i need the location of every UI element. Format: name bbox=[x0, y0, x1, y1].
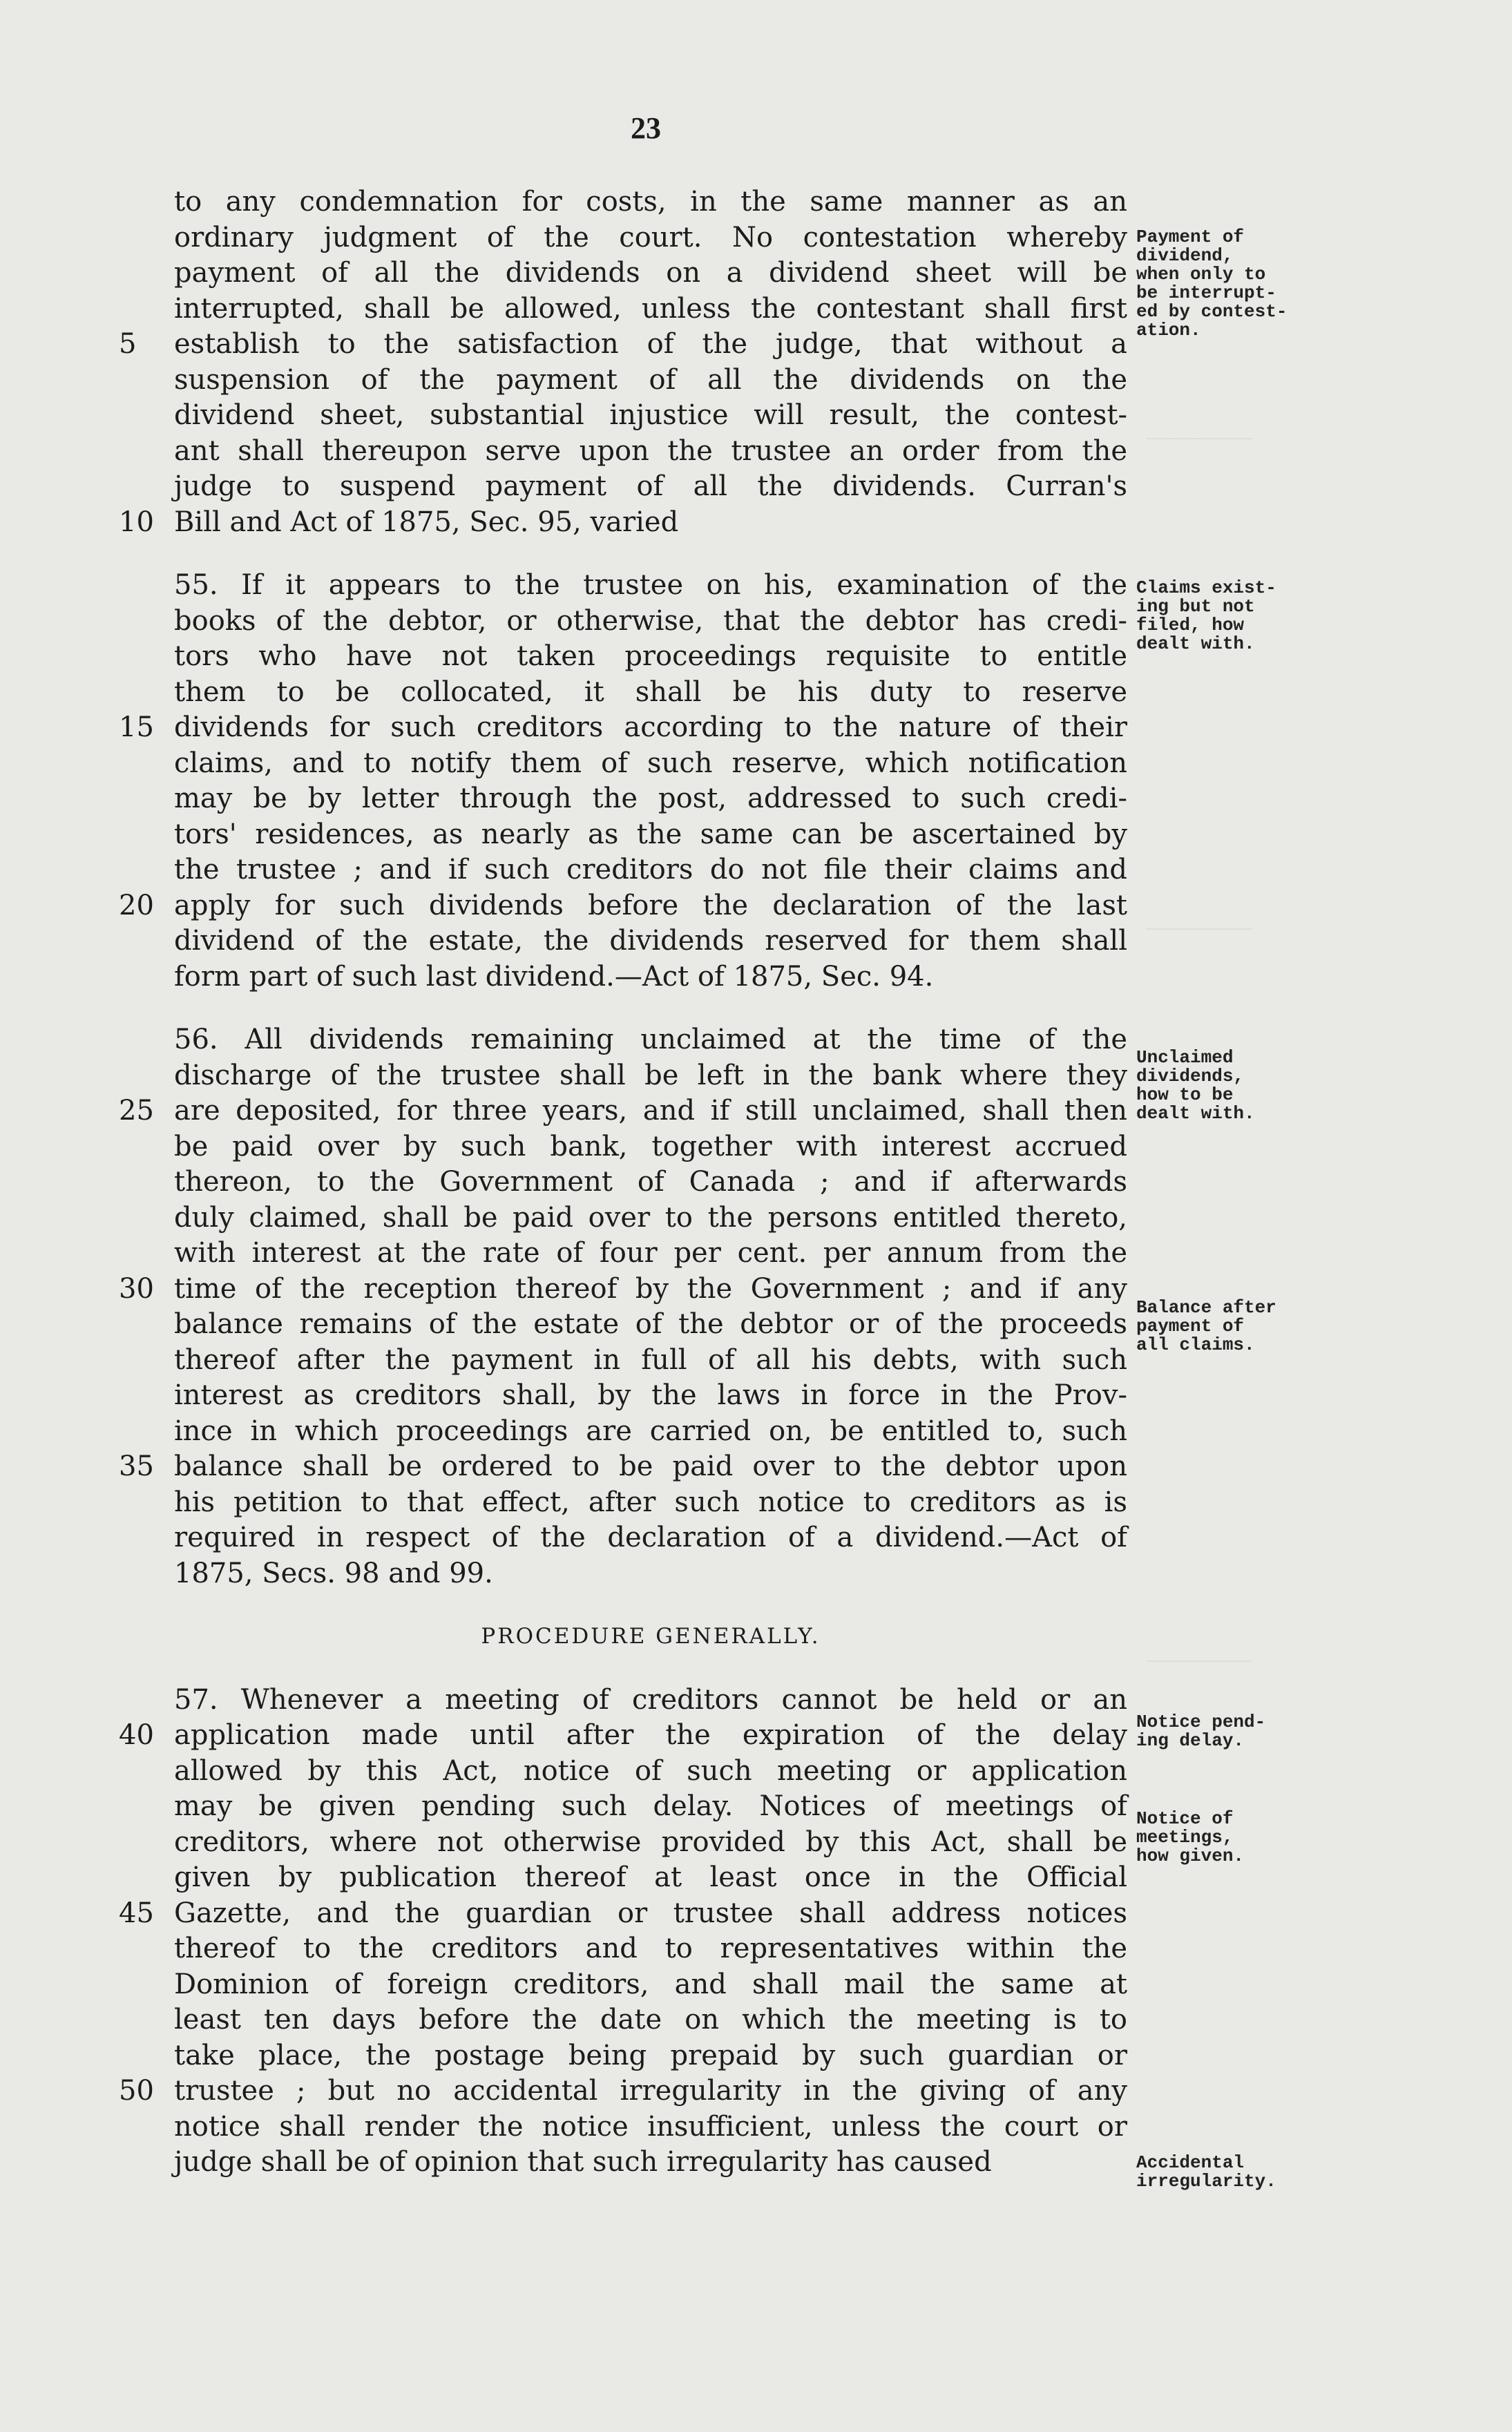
line-text: 55. If it appears to the trustee on his, examination of the bbox=[174, 569, 1127, 601]
line-text: judge to suspend payment of all the dividends. Curran's bbox=[174, 470, 1127, 502]
text-line bbox=[174, 2109, 1127, 2145]
page-number: 23 bbox=[631, 111, 661, 145]
text-line bbox=[174, 220, 1127, 256]
line-text: suspension of the payment of all the dividends on the bbox=[174, 363, 1127, 396]
text-line bbox=[119, 2073, 1127, 2109]
line-text: interest as creditors shall, by the laws in force in the Prov- bbox=[174, 1379, 1127, 1411]
margin-note-notice-pending-delay: Notice pend- ing delay. bbox=[1136, 1712, 1266, 1751]
line-text: duly claimed, shall be paid over to the persons entitled thereto, bbox=[174, 1201, 1127, 1234]
text-line bbox=[174, 1859, 1127, 1895]
line-text: payment of all the dividends on a dividend sheet will be bbox=[174, 257, 1127, 289]
line-text: Bill and Act of 1875, Sec. 95, varied bbox=[174, 506, 679, 538]
line-text: trustee ; but no accidental irregularity in the giving of any bbox=[174, 2075, 1127, 2107]
bleed-through: ———— bbox=[1147, 422, 1252, 451]
line-text: balance remains of the estate of the debtor or of the proceeds bbox=[174, 1308, 1127, 1340]
line-number: 10 bbox=[119, 506, 154, 538]
margin-note-claims-existing: Claims exist- ing but not filed, how dealt with. bbox=[1136, 577, 1276, 654]
text-line bbox=[174, 1682, 1127, 1718]
text-line bbox=[119, 1448, 1127, 1484]
line-text: least ten days before the date on which the meeting is to bbox=[174, 2004, 1127, 2036]
line-text: PROCEDURE GENERALLY. bbox=[481, 1624, 821, 1649]
text-line bbox=[174, 816, 1127, 852]
text-line bbox=[174, 1788, 1127, 1824]
text-line bbox=[174, 1022, 1127, 1057]
margin-note-accidental-irregularity: Accidental irregularity. bbox=[1136, 2152, 1276, 2192]
line-text: given by publication thereof at least once in the Official bbox=[174, 1861, 1127, 1893]
text-line bbox=[174, 1306, 1127, 1342]
line-number: 35 bbox=[119, 1450, 154, 1482]
line-text: Dominion of foreign creditors, and shall mail the same at bbox=[174, 1968, 1127, 2000]
line-number: 30 bbox=[119, 1272, 154, 1305]
line-text: may be by letter through the post, addressed to such credi- bbox=[174, 783, 1127, 814]
text-line bbox=[174, 923, 1127, 959]
text-line bbox=[174, 397, 1127, 433]
line-text: tors' residences, as nearly as the same can be ascertained by bbox=[174, 818, 1127, 850]
text-line bbox=[119, 1093, 1127, 1129]
text-line bbox=[119, 1717, 1127, 1753]
line-text: 56. All dividends remaining unclaimed at the time of the bbox=[174, 1024, 1127, 1055]
line-text: Gazette, and the guardian or trustee shall address notices bbox=[174, 1897, 1127, 1929]
text-line bbox=[174, 468, 1127, 504]
line-text: his petition to that effect, after such notice to creditors as is bbox=[174, 1486, 1127, 1518]
text-line bbox=[174, 1377, 1127, 1413]
text-line bbox=[174, 638, 1127, 674]
line-text: thereon, to the Government of Canada ; and if afterwards bbox=[174, 1166, 1127, 1198]
text-line bbox=[174, 2144, 1127, 2180]
line-text: with interest at the rate of four per cent. per annum from the bbox=[174, 1237, 1127, 1269]
text-line bbox=[174, 433, 1127, 469]
line-text: the trustee ; and if such creditors do not file their claims and bbox=[174, 854, 1127, 885]
margin-note-unclaimed-dividends: Unclaimed dividends, how to be dealt with. bbox=[1136, 1047, 1255, 1124]
text-line bbox=[174, 1129, 1127, 1165]
text-line bbox=[174, 1484, 1127, 1520]
text-line bbox=[174, 852, 1127, 888]
text-line bbox=[174, 567, 1127, 603]
line-text: to any condemnation for costs, in the same manner as an bbox=[174, 186, 1127, 218]
line-text: allowed by this Act, notice of such meeting or application bbox=[174, 1754, 1127, 1787]
line-text: notice shall render the notice insufficient, unless the court or bbox=[174, 2110, 1127, 2143]
text-line bbox=[174, 1520, 1127, 1555]
text-line bbox=[119, 326, 1127, 362]
text-line bbox=[174, 674, 1127, 710]
line-text: required in respect of the declaration of a dividend.—Act of bbox=[174, 1522, 1127, 1553]
text-line bbox=[174, 362, 1127, 398]
line-text: discharge of the trustee shall be left in the bank where they bbox=[174, 1059, 1127, 1091]
line-number: 40 bbox=[119, 1719, 154, 1751]
text-line bbox=[174, 1235, 1127, 1271]
text-line bbox=[174, 2038, 1127, 2074]
text-line bbox=[174, 603, 1127, 639]
line-number: 15 bbox=[119, 711, 154, 743]
line-text: tors who have not taken proceedings requisite to entitle bbox=[174, 640, 1127, 672]
line-text: may be given pending such delay. Notices of meetings of bbox=[174, 1790, 1127, 1822]
section-heading bbox=[174, 1618, 1127, 1654]
line-text: ince in which proceedings are carried on, be entitled to, such bbox=[174, 1415, 1127, 1447]
margin-note-payment-of-dividend: Payment of dividend, when only to be interrupt- ed by contest- ation. bbox=[1136, 227, 1288, 341]
line-text: thereof after the payment in full of all his debts, with such bbox=[174, 1343, 1127, 1376]
line-text: form part of such last dividend.—Act of 1875, Sec. 94. bbox=[174, 960, 934, 993]
line-number: 45 bbox=[119, 1897, 154, 1929]
text-line bbox=[174, 2002, 1127, 2038]
line-text: judge shall be of opinion that such irregularity has caused bbox=[174, 2146, 992, 2178]
line-number: 20 bbox=[119, 889, 154, 921]
text-line bbox=[174, 1200, 1127, 1236]
text-line bbox=[119, 888, 1127, 923]
line-text: balance shall be ordered to be paid over to the debtor upon bbox=[174, 1450, 1127, 1482]
bleed-through: ———— bbox=[1147, 1645, 1252, 1674]
line-text: take place, the postage being prepaid by such guardian or bbox=[174, 2039, 1127, 2071]
line-text: interrupted, shall be allowed, unless the contestant shall first bbox=[174, 292, 1127, 325]
line-text: time of the reception thereof by the Government ; and if any bbox=[174, 1272, 1127, 1305]
text-line bbox=[174, 1057, 1127, 1093]
text-line bbox=[174, 781, 1127, 816]
text-line bbox=[174, 1555, 1127, 1591]
text-line bbox=[119, 1271, 1127, 1307]
line-text: creditors, where not otherwise provided by this Act, shall be bbox=[174, 1826, 1127, 1858]
line-text: dividend of the estate, the dividends reserved for them shall bbox=[174, 925, 1127, 957]
text-line bbox=[119, 709, 1127, 745]
line-text: thereof to the creditors and to representatives within the bbox=[174, 1933, 1127, 1964]
line-text: dividends for such creditors according to the nature of their bbox=[174, 711, 1127, 743]
text-line bbox=[119, 1895, 1127, 1931]
line-text: establish to the satisfaction of the judge, that without a bbox=[174, 328, 1127, 360]
text-line bbox=[174, 745, 1127, 781]
text-line bbox=[174, 959, 1127, 995]
text-line bbox=[174, 1342, 1127, 1378]
line-text: application made until after the expiration of the delay bbox=[174, 1719, 1127, 1751]
line-text: them to be collocated, it shall be his duty to reserve bbox=[174, 676, 1127, 708]
text-line bbox=[119, 504, 1127, 540]
text-line bbox=[174, 291, 1127, 327]
text-line bbox=[174, 255, 1127, 291]
line-number: 50 bbox=[119, 2075, 154, 2107]
margin-note-notice-of-meetings: Notice of meetings, how given. bbox=[1136, 1808, 1245, 1866]
line-text: books of the debtor, or otherwise, that the debtor has credi- bbox=[174, 604, 1127, 637]
line-text: dividend sheet, substantial injustice will result, the contest- bbox=[174, 399, 1127, 431]
line-text: 57. Whenever a meeting of creditors cannot be held or an bbox=[174, 1683, 1127, 1716]
line-text: ant shall thereupon serve upon the trustee an order from the bbox=[174, 434, 1127, 467]
text-line bbox=[174, 1413, 1127, 1449]
text-line bbox=[174, 1966, 1127, 2002]
line-text: are deposited, for three years, and if still unclaimed, shall then bbox=[174, 1095, 1127, 1127]
line-text: claims, and to notify them of such reserve, which notification bbox=[174, 747, 1127, 779]
bleed-through: ———— bbox=[1147, 912, 1252, 941]
line-number: 5 bbox=[119, 328, 137, 360]
text-line bbox=[174, 1753, 1127, 1789]
line-number: 25 bbox=[119, 1095, 154, 1127]
line-text: 1875, Secs. 98 and 99. bbox=[174, 1557, 493, 1589]
line-text: ordinary judgment of the court. No contestation whereby bbox=[174, 221, 1127, 253]
text-line bbox=[174, 1164, 1127, 1200]
line-text: apply for such dividends before the declaration of the last bbox=[174, 889, 1127, 921]
margin-note-balance-after-payment: Balance after payment of all claims. bbox=[1136, 1297, 1276, 1355]
text-line bbox=[174, 184, 1127, 220]
text-line bbox=[174, 1931, 1127, 1966]
text-line bbox=[174, 1824, 1127, 1860]
line-text: be paid over by such bank, together with interest accrued bbox=[174, 1130, 1127, 1162]
